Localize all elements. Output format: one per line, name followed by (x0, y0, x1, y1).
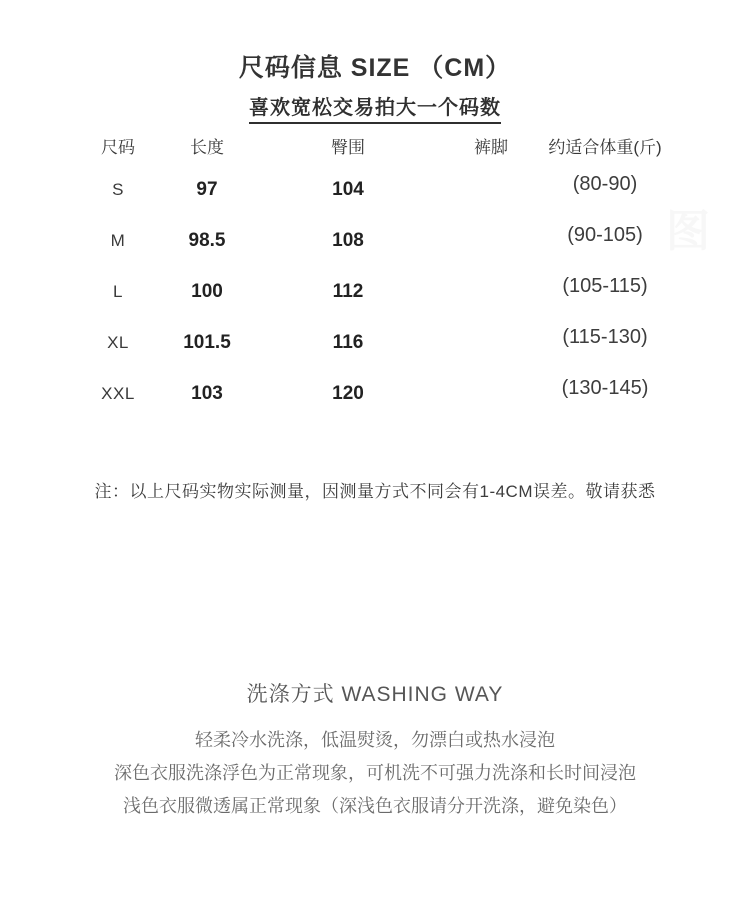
table-cell-size: M (110, 230, 126, 250)
washing-instruction-line: 轻柔冷水洗涤，低温熨烫，勿漂白或热水浸泡 (195, 730, 555, 750)
washing-instruction-line: 深色衣服洗涤浮色为正常现象，可机洗不可强力洗涤和长时间浸泡 (114, 763, 636, 783)
measurement-note: 注：以上尺码实物实际测量，因测量方式不同会有1-4CM误差。敬请获悉 (94, 482, 656, 501)
page-title: 尺码信息 SIZE （CM） (238, 54, 512, 82)
table-cell-length: 97 (196, 178, 218, 200)
faint-watermark: 图 (666, 207, 710, 256)
table-cell-length: 100 (191, 280, 223, 302)
column-header-size: 尺码 (101, 137, 135, 157)
table-cell-leg (458, 164, 524, 215)
table-cell-length: 98.5 (188, 229, 226, 251)
table-cell-size: L (113, 281, 123, 301)
table-cell-leg (458, 368, 524, 419)
table-cell-weight: (105-115) (562, 275, 648, 297)
subtitle-row (0, 91, 750, 124)
table-cell-leg (458, 317, 524, 368)
table-cell-hip: 112 (332, 280, 364, 302)
table-cell-leg (458, 215, 524, 266)
size-advice-subtitle: 喜欢宽松交易拍大一个码数 (249, 91, 501, 124)
washing-instruction-line: 浅色衣服微透属正常现象（深浅色衣服请分开洗涤，避免染色） (123, 796, 627, 816)
table-cell-hip: 116 (332, 331, 364, 353)
table-cell-length: 101.5 (183, 331, 231, 353)
table-cell-weight: (130-145) (561, 377, 649, 399)
washing-section-heading: 洗涤方式 WASHING WAY (246, 683, 504, 706)
column-header-length: 长度 (190, 137, 224, 157)
table-cell-weight: (115-130) (562, 326, 648, 348)
table-cell-leg (458, 266, 524, 317)
column-header-hip: 臀围 (331, 137, 365, 157)
size-table (60, 126, 686, 419)
table-cell-size: XL (107, 332, 129, 352)
table-cell-weight: (90-105) (567, 224, 643, 246)
column-header-leg-opening: 裤脚 (474, 137, 508, 157)
table-cell-hip: 104 (332, 178, 364, 200)
washing-instructions (0, 724, 750, 823)
table-cell-weight: (80-90) (572, 173, 638, 195)
table-cell-length: 103 (191, 382, 223, 404)
table-cell-size: XXL (101, 383, 135, 403)
table-cell-hip: 120 (332, 382, 364, 404)
table-cell-size: S (112, 179, 124, 199)
column-header-weight: 约适合体重(斤) (548, 137, 662, 157)
table-cell-hip: 108 (332, 229, 364, 251)
